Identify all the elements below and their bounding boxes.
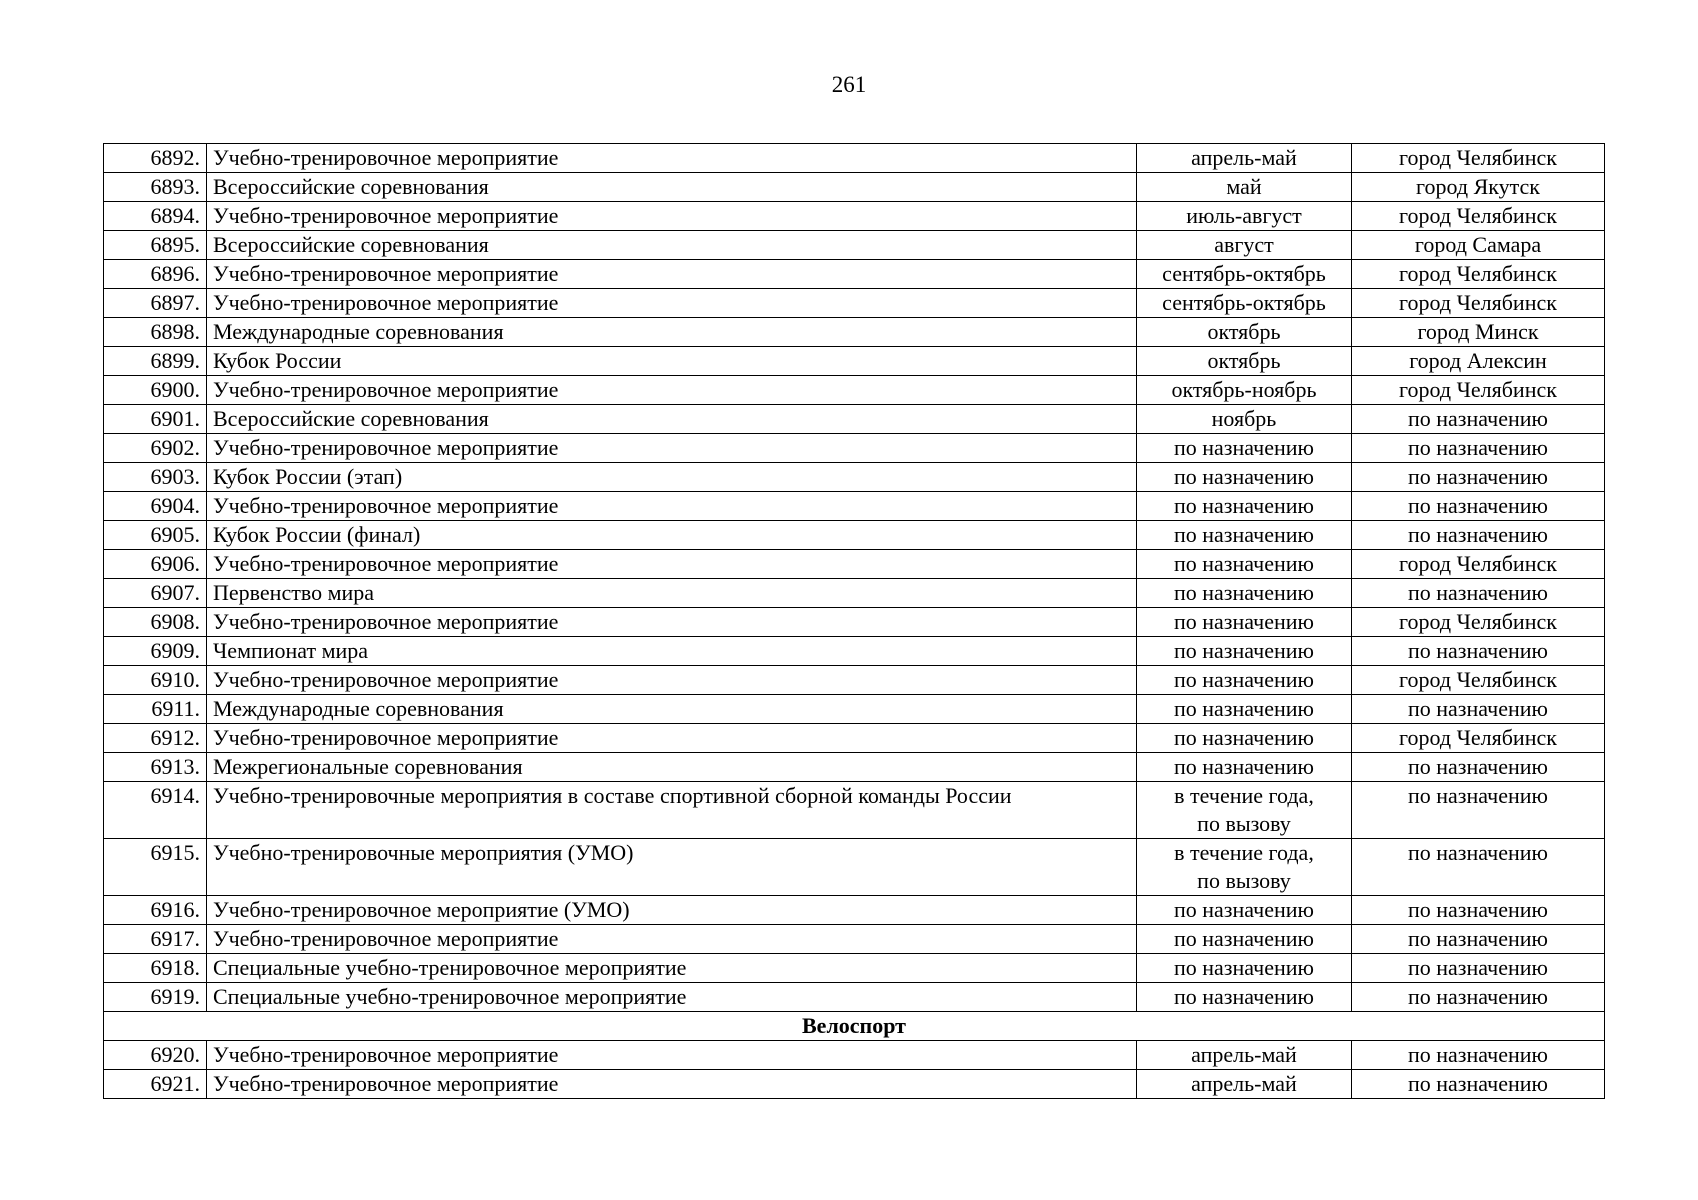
row-number: 6916. (104, 896, 207, 925)
event-name: Всероссийские соревнования (207, 173, 1137, 202)
event-name: Учебно-тренировочное мероприятие (207, 376, 1137, 405)
event-date (1137, 376, 1352, 405)
event-place: город Минск (1352, 318, 1605, 347)
row-number: 6907. (104, 579, 207, 608)
event-name: Учебно-тренировочное мероприятие (207, 1070, 1137, 1099)
row-number: 6921. (104, 1070, 207, 1099)
event-name: Учебно-тренировочное мероприятие (207, 666, 1137, 695)
event-date (1137, 608, 1352, 637)
event-date-line: ноябрь (1211, 406, 1277, 431)
row-number: 6897. (104, 289, 207, 318)
event-place: по назначению (1352, 434, 1605, 463)
events-table-body (104, 144, 1605, 1099)
event-date (1137, 983, 1352, 1012)
event-name: Учебно-тренировочное мероприятие (УМО) (207, 896, 1137, 925)
event-place: по назначению (1352, 954, 1605, 983)
event-place: по назначению (1352, 463, 1605, 492)
table-row (104, 260, 1605, 289)
row-number: 6909. (104, 637, 207, 666)
event-date-line: апрель-май (1191, 1042, 1297, 1067)
table-row (104, 925, 1605, 954)
table-row (104, 202, 1605, 231)
event-name: Специальные учебно-тренировочное мероприятие (207, 983, 1137, 1012)
event-place: по назначению (1352, 695, 1605, 724)
table-row (104, 1070, 1605, 1099)
event-date-line: по назначению (1174, 725, 1314, 750)
event-date (1137, 463, 1352, 492)
row-number: 6910. (104, 666, 207, 695)
event-date-line: август (1214, 232, 1274, 257)
event-date-line: октябрь (1207, 348, 1281, 373)
row-number: 6900. (104, 376, 207, 405)
row-number: 6912. (104, 724, 207, 753)
row-number: 6904. (104, 492, 207, 521)
event-date-line: октябрь-ноябрь (1171, 377, 1317, 402)
event-date-line: по назначению (1174, 754, 1314, 779)
event-name: Учебно-тренировочные мероприятия (УМО) (207, 839, 1137, 896)
section-header-row (104, 1012, 1605, 1041)
event-date (1137, 405, 1352, 434)
table-row (104, 289, 1605, 318)
row-number: 6901. (104, 405, 207, 434)
event-place: город Челябинск (1352, 376, 1605, 405)
event-date (1137, 724, 1352, 753)
row-number: 6915. (104, 839, 207, 896)
event-date-line: по назначению (1174, 493, 1314, 518)
event-date (1137, 318, 1352, 347)
event-name: Учебно-тренировочные мероприятия в составе спортивной сборной команды России (207, 782, 1137, 839)
event-date-line: в течение года, (1174, 840, 1314, 865)
event-date-line: по назначению (1174, 522, 1314, 547)
table-row (104, 434, 1605, 463)
event-name: Межрегиональные соревнования (207, 753, 1137, 782)
event-date (1137, 896, 1352, 925)
event-date-line: по назначению (1174, 580, 1314, 605)
event-name: Учебно-тренировочное мероприятие (207, 260, 1137, 289)
event-name: Учебно-тренировочное мероприятие (207, 550, 1137, 579)
event-name: Первенство мира (207, 579, 1137, 608)
row-number: 6898. (104, 318, 207, 347)
event-date-line: июль-август (1186, 203, 1302, 228)
event-place: город Челябинск (1352, 550, 1605, 579)
event-place: по назначению (1352, 839, 1605, 896)
event-date (1137, 231, 1352, 260)
event-name: Кубок России (207, 347, 1137, 376)
event-name: Учебно-тренировочное мероприятие (207, 724, 1137, 753)
event-date-line: по назначению (1174, 667, 1314, 692)
table-row (104, 579, 1605, 608)
event-date-line: по назначению (1174, 638, 1314, 663)
table-row (104, 1041, 1605, 1070)
event-date (1137, 753, 1352, 782)
event-date (1137, 173, 1352, 202)
row-number: 6895. (104, 231, 207, 260)
event-date (1137, 1070, 1352, 1099)
event-name: Кубок России (финал) (207, 521, 1137, 550)
event-name: Международные соревнования (207, 318, 1137, 347)
event-place: по назначению (1352, 896, 1605, 925)
table-row (104, 492, 1605, 521)
row-number: 6906. (104, 550, 207, 579)
event-date (1137, 1041, 1352, 1070)
event-place: город Якутск (1352, 173, 1605, 202)
event-date-line: май (1226, 174, 1262, 199)
event-date-line: по назначению (1174, 609, 1314, 634)
row-number: 6908. (104, 608, 207, 637)
table-row (104, 637, 1605, 666)
event-date (1137, 839, 1352, 896)
event-place: город Челябинск (1352, 289, 1605, 318)
event-name: Учебно-тренировочное мероприятие (207, 144, 1137, 173)
event-place: город Алексин (1352, 347, 1605, 376)
row-number: 6894. (104, 202, 207, 231)
event-place: город Челябинск (1352, 608, 1605, 637)
table-row (104, 782, 1605, 839)
event-date-line: по вызову (1197, 868, 1291, 893)
table-row (104, 376, 1605, 405)
event-place: город Челябинск (1352, 666, 1605, 695)
event-date-line: сентябрь-октябрь (1162, 290, 1326, 315)
event-date-line: по назначению (1174, 926, 1314, 951)
event-place: по назначению (1352, 1041, 1605, 1070)
section-title: Велоспорт (104, 1012, 1605, 1041)
event-place: город Челябинск (1352, 202, 1605, 231)
table-row (104, 144, 1605, 173)
event-name: Учебно-тренировочное мероприятие (207, 289, 1137, 318)
table-row (104, 695, 1605, 724)
event-date-line: сентябрь-октябрь (1162, 261, 1326, 286)
event-place: по назначению (1352, 1070, 1605, 1099)
event-place: по назначению (1352, 405, 1605, 434)
event-date (1137, 782, 1352, 839)
event-place: город Самара (1352, 231, 1605, 260)
row-number: 6905. (104, 521, 207, 550)
event-date-line: по назначению (1174, 984, 1314, 1009)
event-name: Учебно-тренировочное мероприятие (207, 434, 1137, 463)
event-place: по назначению (1352, 521, 1605, 550)
row-number: 6902. (104, 434, 207, 463)
event-name: Чемпионат мира (207, 637, 1137, 666)
event-date (1137, 492, 1352, 521)
event-date (1137, 579, 1352, 608)
event-place: по назначению (1352, 753, 1605, 782)
table-row (104, 173, 1605, 202)
event-place: по назначению (1352, 782, 1605, 839)
event-date (1137, 260, 1352, 289)
event-name: Учебно-тренировочное мероприятие (207, 608, 1137, 637)
table-row (104, 724, 1605, 753)
table-row (104, 608, 1605, 637)
row-number: 6896. (104, 260, 207, 289)
table-row (104, 666, 1605, 695)
row-number: 6892. (104, 144, 207, 173)
event-date-line: по назначению (1174, 696, 1314, 721)
event-place: город Челябинск (1352, 144, 1605, 173)
table-row (104, 550, 1605, 579)
event-name: Учебно-тренировочное мероприятие (207, 925, 1137, 954)
event-date (1137, 434, 1352, 463)
event-date-line: по вызову (1197, 811, 1291, 836)
row-number: 6899. (104, 347, 207, 376)
row-number: 6893. (104, 173, 207, 202)
table-row (104, 753, 1605, 782)
table-row (104, 318, 1605, 347)
table-row (104, 521, 1605, 550)
table-row (104, 954, 1605, 983)
row-number: 6920. (104, 1041, 207, 1070)
row-number: 6903. (104, 463, 207, 492)
event-date-line: по назначению (1174, 464, 1314, 489)
table-row (104, 463, 1605, 492)
row-number: 6918. (104, 954, 207, 983)
table-row (104, 347, 1605, 376)
event-name: Учебно-тренировочное мероприятие (207, 1041, 1137, 1070)
table-row (104, 231, 1605, 260)
event-place: по назначению (1352, 492, 1605, 521)
event-place: город Челябинск (1352, 724, 1605, 753)
event-date (1137, 637, 1352, 666)
event-date-line: по назначению (1174, 955, 1314, 980)
event-place: по назначению (1352, 925, 1605, 954)
event-date (1137, 347, 1352, 376)
event-date-line: по назначению (1174, 435, 1314, 460)
event-date (1137, 954, 1352, 983)
table-row (104, 983, 1605, 1012)
event-place: город Челябинск (1352, 260, 1605, 289)
table-row (104, 405, 1605, 434)
event-date-line: апрель-май (1191, 1071, 1297, 1096)
table-row (104, 896, 1605, 925)
event-date (1137, 202, 1352, 231)
table-row (104, 839, 1605, 896)
event-date-line: октябрь (1207, 319, 1281, 344)
event-date (1137, 925, 1352, 954)
event-date (1137, 550, 1352, 579)
event-name: Учебно-тренировочное мероприятие (207, 202, 1137, 231)
row-number: 6919. (104, 983, 207, 1012)
event-date (1137, 521, 1352, 550)
event-name: Международные соревнования (207, 695, 1137, 724)
event-name: Специальные учебно-тренировочное мероприятие (207, 954, 1137, 983)
event-name: Учебно-тренировочное мероприятие (207, 492, 1137, 521)
events-table (103, 143, 1605, 1099)
event-date (1137, 289, 1352, 318)
event-date-line: по назначению (1174, 551, 1314, 576)
row-number: 6913. (104, 753, 207, 782)
event-place: по назначению (1352, 983, 1605, 1012)
event-date (1137, 695, 1352, 724)
event-date-line: по назначению (1174, 897, 1314, 922)
row-number: 6917. (104, 925, 207, 954)
event-date-line: в течение года, (1174, 783, 1314, 808)
event-place: по назначению (1352, 637, 1605, 666)
event-name: Кубок России (этап) (207, 463, 1137, 492)
event-date (1137, 144, 1352, 173)
row-number: 6914. (104, 782, 207, 839)
row-number: 6911. (104, 695, 207, 724)
event-name: Всероссийские соревнования (207, 231, 1137, 260)
event-date-line: апрель-май (1191, 145, 1297, 170)
event-place: по назначению (1352, 579, 1605, 608)
page-number: 261 (831, 72, 867, 97)
event-date (1137, 666, 1352, 695)
event-name: Всероссийские соревнования (207, 405, 1137, 434)
